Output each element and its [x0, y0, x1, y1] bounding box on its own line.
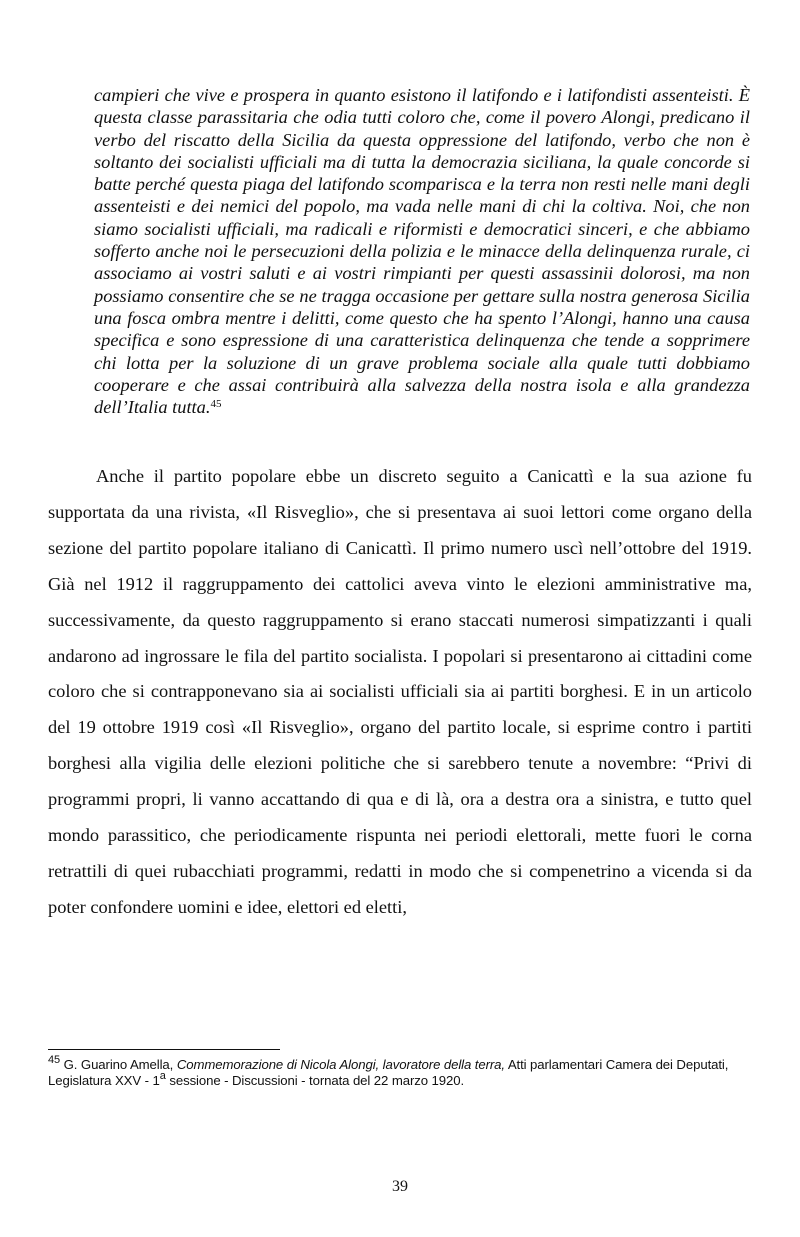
footnote-source-end: sessione - Discussioni - tornata del 22 marzo 1920.: [169, 1073, 465, 1089]
footnote-title: Commemorazione di Nicola Alongi, lavoratore della terra,: [176, 1057, 505, 1072]
block-quote: [94, 84, 750, 418]
body-paragraph: Anche il partito popolare ebbe un discreto seguito a Canicattì e la sua azione fu supportata da una rivista, «Il Risveglio», che si presentava ai suoi lettori come organo della sezione del partito popolare italiano di Canicattì. Il primo numero uscì nell’ottobre del 1919. Già nel 1912 il raggruppamento dei cattolici aveva vinto le elezioni amministrative ma, successivamente, da questo raggruppamento si erano staccati numerosi simpatizzanti i quali andarono ad ingrossare le fila del partito socialista. I popolari si presentarono ai cittadini come coloro che si contrapponevano sia ai socialisti ufficiali sia ai partiti borghesi. E in un articolo del 19 ottobre 1919 così «Il Risveglio», organo del partito locale, si esprime contro i partiti borghesi alla vigilia delle elezioni politiche che si sarebbero tenute a novembre: “Privi di programmi propri, li vanno accattando di qua e di là, ora a destra ora a sinistra, e tutto quel mondo parassitico, che periodicamente rispunta nei periodi elettorali, mette fuori le corna retrattili di quei rubacchiati programmi, redatti in modo che si compenetrino a vicenda si da poter confondere uomini e idee, elettori ed eletti,: [48, 466, 752, 917]
footnote-author: G. Guarino Amella,: [63, 1057, 174, 1072]
footnote: [48, 1054, 752, 1090]
footnote-number: 45: [48, 1054, 61, 1066]
footnote-source: Atti parlamentari Camera dei Deputati, Legislatura XXV - 1: [48, 1057, 729, 1089]
footnote-reference[interactable]: 45: [210, 398, 222, 411]
quote-text: campieri che vive e prospera in quanto esistono il latifondo e i latifondisti assenteisti. È questa classe parassitaria che odia tutti coloro che, come il povero Alongi, predicano il verbo del riscatto della Sicilia da questa oppressione del latifondo, verbo che non è soltanto dei socialisti ufficiali ma di tutta la democrazia siciliana, la quale concorde si batte perché questa piaga del latifondo scomparisca e la terra non resti nelle mani degli assenteisti e dei nemici del popolo, ma vada nelle mani di chi la coltiva. Noi, che non siamo socialisti ufficiali, ma radicali e riformisti e democratici sinceri, e che abbiamo sofferto anche noi le persecuzioni della polizia e le minacce della delinquenza rurale, ci associamo ai vostri saluti e ai vostri rimpianti per questi assassinii dolorosi, ma non possiamo consentire che se ne tragga occasione per gettare sulla nostra generosa Sicilia una fosca ombra mentre i delitti, come questo che ha spento l’Alongi, hanno una causa specifica e sono espressione di una caratteristica delinquenza che tende a sopprimere chi lotta per la soluzione di un grave problema sociale alla quale tutti dobbiamo cooperare e che assai contribuirà alla salvezza della nostra isola e alla grandezza dell’Italia tutta.: [94, 85, 750, 418]
footnote-ordinal: a: [159, 1070, 166, 1083]
footnote-separator: [48, 1049, 280, 1050]
page-number: 39: [392, 1178, 408, 1195]
